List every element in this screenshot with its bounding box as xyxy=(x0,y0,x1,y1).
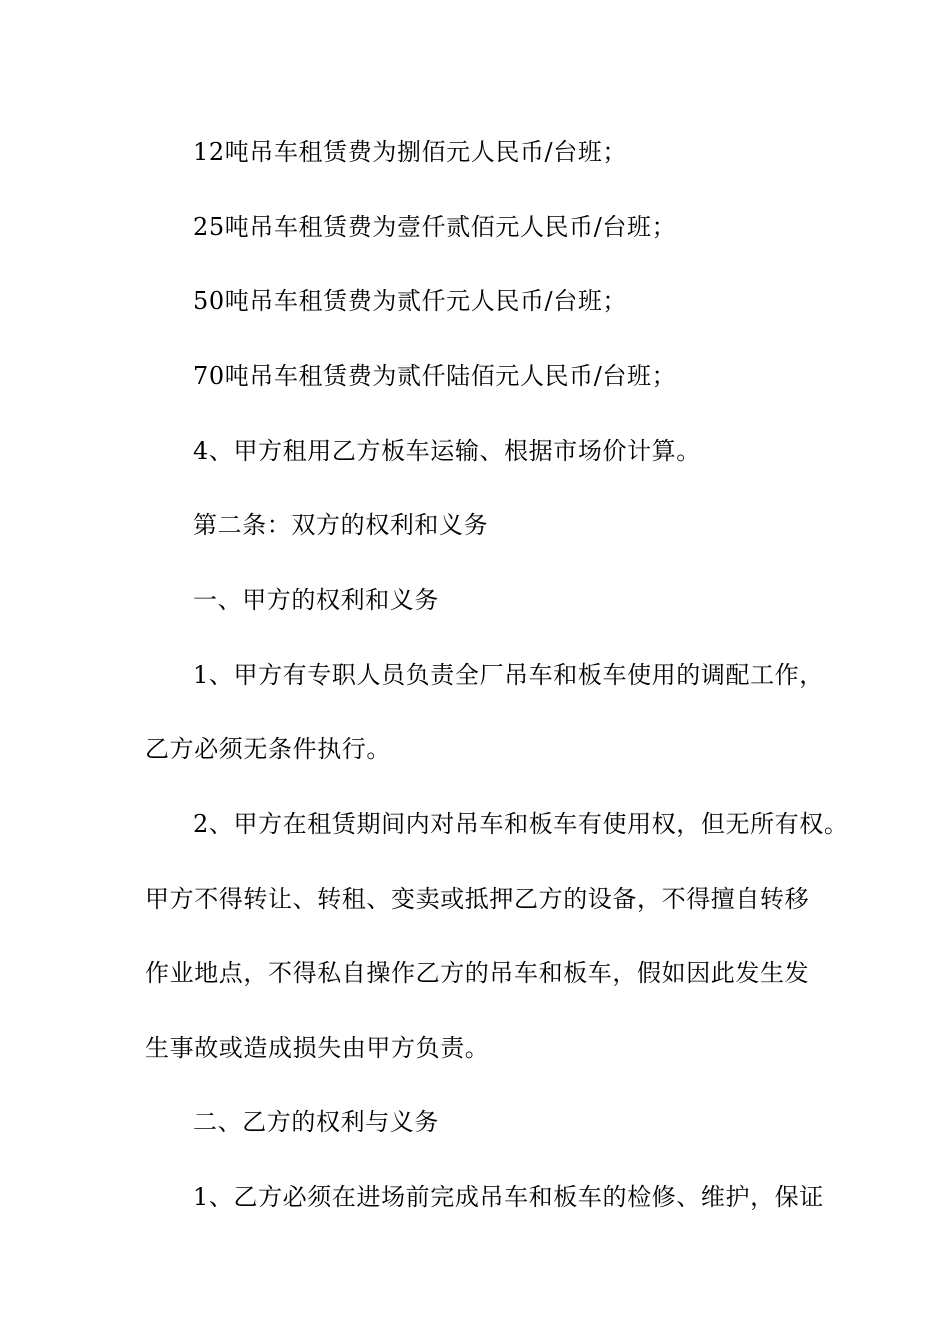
paragraph-line-a2-start: 2、甲方在租赁期间内对吊车和板车有使用权，但无所有权。 xyxy=(193,810,849,838)
paragraph-line-a1-start: 1、甲方有专职人员负责全厂吊车和板车使用的调配工作， xyxy=(193,661,824,689)
paragraph-line-item-4: 4、甲方租用乙方板车运输、根据市场价计算。 xyxy=(193,437,701,465)
section-heading-article-2: 第二条：双方的权利和义务 xyxy=(193,511,489,539)
paragraph-line-50t-rate: 50吨吊车租赁费为贰仟元人民币/台班； xyxy=(193,287,628,315)
paragraph-line-a2-cont-2: 作业地点，不得私自操作乙方的吊车和板车，假如因此发生发 xyxy=(145,959,810,987)
paragraph-line-70t-rate: 70吨吊车租赁费为贰仟陆佰元人民币/台班； xyxy=(193,362,677,390)
paragraph-line-a2-cont-3: 生事故或造成损失由甲方负责。 xyxy=(145,1034,490,1062)
paragraph-line-b1-start: 1、乙方必须在进场前完成吊车和板车的检修、维护，保证 xyxy=(193,1183,824,1211)
paragraph-line-a1-cont: 乙方必须无条件执行。 xyxy=(145,735,391,763)
subsection-heading-party-b: 二、乙方的权利与义务 xyxy=(193,1108,439,1136)
subsection-heading-party-a: 一、甲方的权利和义务 xyxy=(193,586,439,614)
paragraph-line-12t-rate: 12吨吊车租赁费为捌佰元人民币/台班； xyxy=(193,138,628,166)
paragraph-line-25t-rate: 25吨吊车租赁费为壹仟贰佰元人民币/台班； xyxy=(193,213,677,241)
paragraph-line-a2-cont-1: 甲方不得转让、转租、变卖或抵押乙方的设备，不得擅自转移 xyxy=(145,885,810,913)
